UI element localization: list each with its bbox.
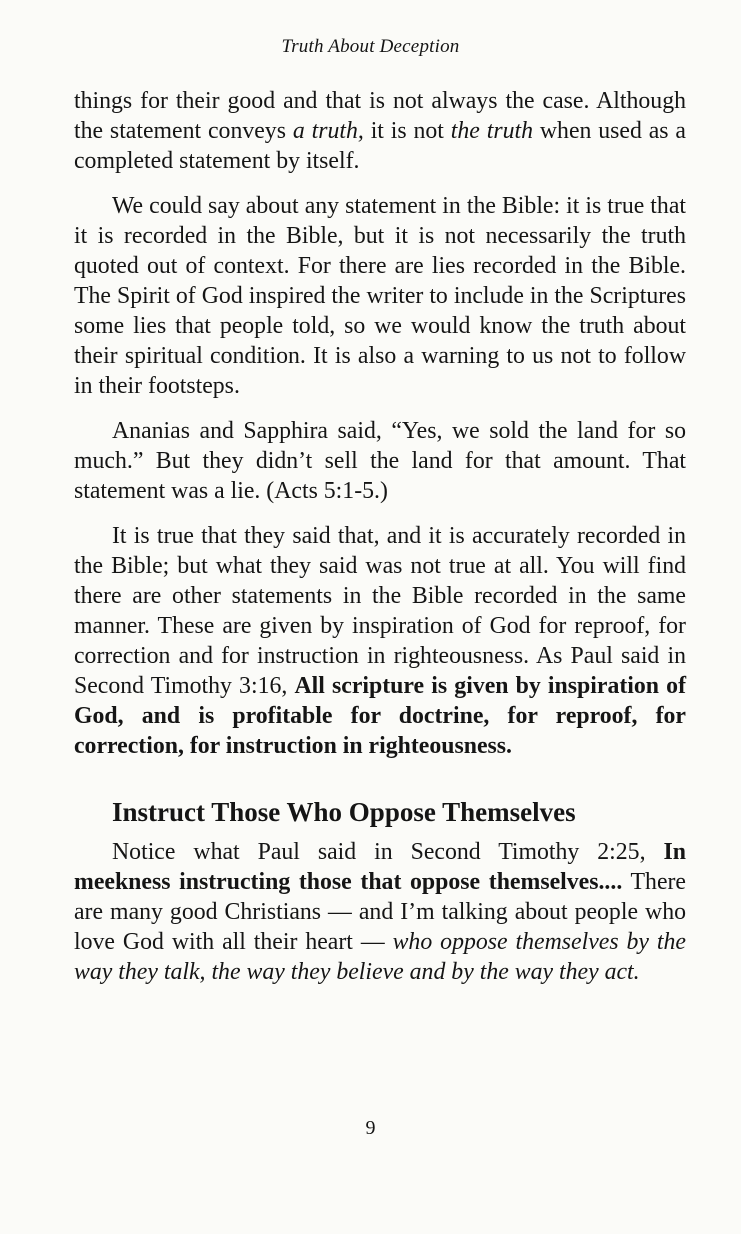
page-number: 9: [365, 1117, 376, 1139]
paragraph: [74, 837, 686, 987]
running-head: Truth About Deception: [281, 36, 460, 57]
paragraph: [74, 191, 686, 401]
italic-text: who oppose themselves by the way they talk, the way they believe and by the way they act.: [74, 929, 686, 985]
text-run: Ananias and Sapphira said, “Yes, we sold the land for so much.” But they didn’t sell the land for that amount. That statement was a lie. (Acts 5:1-5.): [74, 418, 686, 504]
text-run: It is true that they said that, and it is accurately recorded in the Bible; but what they said was not true at all. You will find there are other statements in the Bible recorded in the same manner. These are given by inspiration of God for reproof, for correction and for instruction in righteousness. As Paul said in Second Timothy 3:16,: [74, 523, 686, 699]
page-content: [74, 86, 686, 1002]
text-run: when used as a completed statement by itself.: [74, 118, 686, 174]
section-heading: Instruct Those Who Oppose Themselves: [112, 797, 576, 827]
paragraph: [74, 416, 686, 506]
text-run: things for their good and that is not always the case. Although the statement conveys: [74, 88, 686, 144]
body-paragraphs: [74, 86, 686, 761]
italic-text: a truth,: [292, 118, 364, 144]
italic-text: the truth: [450, 118, 533, 144]
text-run: it is not: [363, 118, 451, 144]
paragraph: [74, 521, 686, 761]
bold-text: In meekness instructing those that oppose themselves....: [74, 839, 686, 895]
paragraph: [74, 86, 686, 176]
text-run: We could say about any statement in the Bible: it is true that it is recorded in the Bible, but it is not necessarily the truth quoted out of context. For there are lies recorded in the Bible. The Spirit of God inspired the writer to include in the Scriptures some lies that people told, so we would know the truth about their spiritual condition. It is also a warning to us not to follow in their footsteps.: [74, 193, 686, 399]
text-run: There are many good Christians — and I’m talking about people who love God with all their heart —: [74, 869, 686, 955]
section-paragraphs: [74, 837, 686, 987]
text-run: Notice what Paul said in Second Timothy 2:25,: [112, 839, 664, 865]
bold-text: All scripture is given by inspiration of God, and is profitable for doctrine, for reproof, for correction, for instruction in righteousness.: [74, 673, 686, 759]
